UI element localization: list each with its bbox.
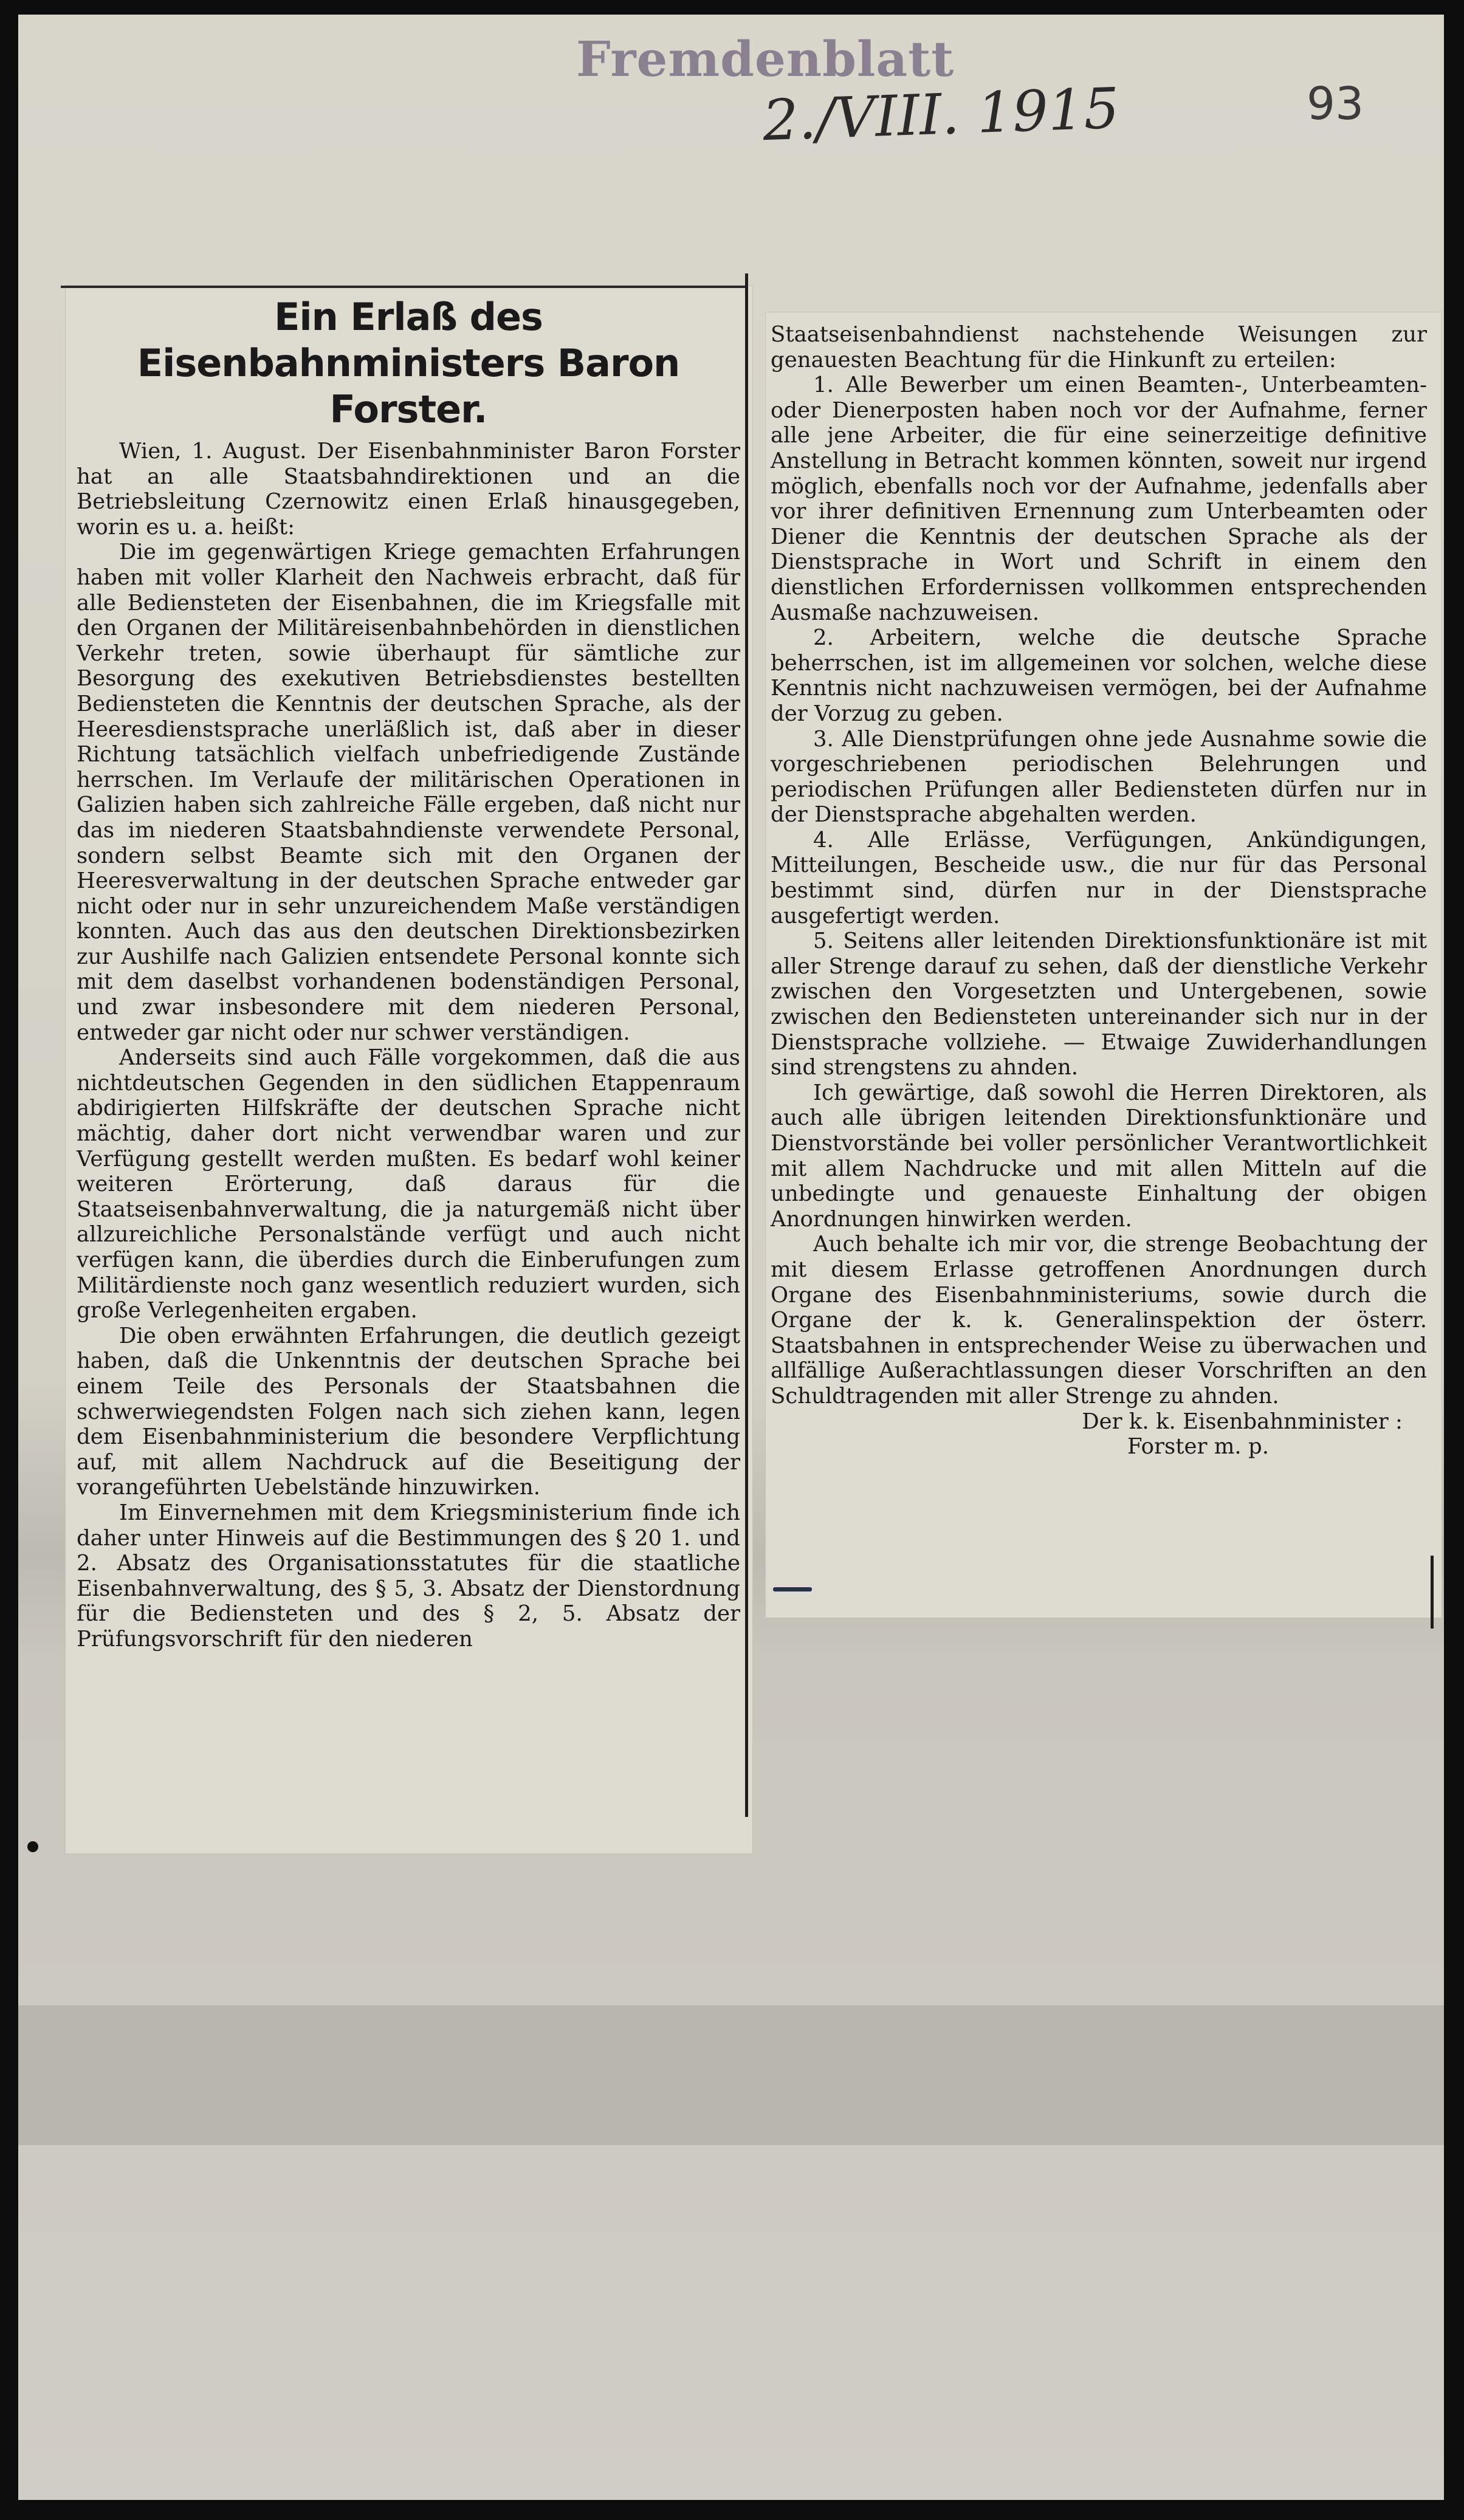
signature-name: Forster m. p.: [1127, 1434, 1269, 1460]
newspaper-stamp: Fremdenblatt: [576, 30, 955, 88]
article-paragraph: Auch behalte ich mir vor, die strenge Beobachtung der mit diesem Erlasse getroffenen Anordnungen durch Organe des Eisenbahnministeriums, sowie durch die Organe der k. k. Generalinspektion der österr. Staatsbahnen in entsprechender Weise zu überwachen und allfällige Außerachtlassungen dieser Vorschriften an den Schuldtragenden mit aller Strenge zu ahnden.: [771, 1232, 1427, 1409]
pen-mark: [773, 1587, 812, 1591]
article-paragraph: 3. Alle Dienstprüfungen ohne jede Ausnahme sowie die vorgeschriebenen periodischen Belehrungen und periodischen Prüfungen aller Bediensteten dürfen nur in der Dienstsprache abgehalten werden.: [771, 726, 1427, 828]
ink-dot: [27, 1841, 38, 1852]
article-paragraph: Im Einvernehmen mit dem Kriegsministerium finde ich daher unter Hinweis auf die Bestimmungen des § 20 1. und 2. Absatz des Organisationsstatutes für die staatliche Eisenbahnverwaltung, des § 5, 3. Absatz der Dienstordnung für die Bediensteten und des § 2, 5. Absatz der Prüfungsvorschrift für den niederen: [77, 1500, 740, 1652]
article-paragraph: Anderseits sind auch Fälle vorgekommen, daß die aus nichtdeutschen Gegenden in den südlichen Etappenraum abdirigierten Hilfskräfte der deutschen Sprache nicht mächtig, daher dort nicht verwendbar waren und zur Verfügung gestellt werden mußten. Es bedarf wohl keiner weiteren Erörterung, daß daraus für die Staatseisenbahnverwaltung, die ja naturgemäß nicht über allzureichliche Personalstände verfügt und auch nicht verfügen kann, die überdies durch die Einberufungen zum Militärdienste noch ganz wesentlich reduziert wurden, sich große Verlegenheiten ergaben.: [77, 1045, 740, 1324]
article-paragraph: Die im gegenwärtigen Kriege gemachten Erfahrungen haben mit voller Klarheit den Nachweis erbracht, daß für alle Bediensteten der Eisenbahnen, die im Kriegsfalle mit den Organen der Militäreisenbahnbehörden in dienstlichen Verkehr treten, sowie überhaupt für sämtliche zur Besorgung des exekutiven Betriebsdienstes bestellten Bediensteten die Kenntnis der deutschen Sprache, als der Heeresdienstsprache unerläßlich ist, daß aber in dieser Richtung tatsächlich vielfach unbefriedigende Zustände herrschen. Im Verlaufe der militärischen Operationen in Galizien haben sich zahlreiche Fälle ergeben, daß nicht nur das im niederen Staatsbahndienste verwendete Personal, sondern selbst Beamte sich mit den Organen der Heeresverwaltung in der deutschen Sprache entweder gar nicht oder nur in sehr unzureichendem Maße verständigen konnten. Auch das aus den deutschen Direktionsbezirken zur Aushilfe nach Galizien entsendete Personal konnte sich mit dem daselbst vorhandenen bodenständigen Personal, und zwar insbesondere mit dem niederen Personal, entweder gar nicht oder nur schwer verständigen.: [77, 540, 740, 1045]
column-divider: [745, 273, 748, 1817]
article-paragraph: 5. Seitens aller leitenden Direktionsfunktionäre ist mit aller Strenge darauf zu sehen, daß der dienstliche Verkehr zwischen den Vorgesetzten und Untergebenen, sowie zwischen den Bediensteten untereinander sich nur in der Dienstsprache vollziehe. — Etwaige Zuwiderhandlungen sind strengstens zu ahnden.: [771, 929, 1427, 1080]
article-paragraph: 2. Arbeitern, welche die deutsche Sprache beherrschen, ist im allgemeinen vor solchen, welche diese Kenntnis nicht nachzuweisen vermögen, bei der Aufnahme der Vorzug zu geben.: [771, 625, 1427, 726]
article-paragraph: Die oben erwähnten Erfahrungen, die deutlich gezeigt haben, daß die Unkenntnis der deutschen Sprache bei einem Teile des Personals der Staatsbahnen die schwerwiegendsten Folgen nach sich ziehen kann, legen dem Eisenbahnministerium die besondere Verpflichtung auf, mit allem Nachdruck auf die Beseitigung der vorangeführten Uebelstände hinzuwirken.: [77, 1323, 740, 1500]
article-paragraph: Wien, 1. August. Der Eisenbahnminister Baron Forster hat an alle Staatsbahndirektionen und an die Betriebsleitung Czernowitz einen Erlaß hinausgegeben, worin es u. a. heißt:: [77, 439, 740, 540]
article-paragraph: Staatseisenbahndienst nachstehende Weisungen zur genauesten Beachtung für die Hinkunft zu erteilen:: [771, 322, 1427, 373]
sheet-shadow-band: [18, 2005, 1444, 2145]
article-paragraph: 4. Alle Erlässe, Verfügungen, Ankündigungen, Mitteilungen, Bescheide usw., die nur für das Personal bestimmt sind, dürfen nur in der Dienstsprache ausgefertigt werden.: [771, 827, 1427, 929]
article-headline: Ein Erlaß des Eisenbahnministers Baron Forster.: [137, 295, 680, 431]
top-rule: [61, 286, 747, 288]
handwritten-archive-number: 93: [1307, 78, 1364, 130]
article-paragraph: Ich gewärtige, daß sowohl die Herren Direktoren, als auch alle übrigen leitenden Direktionsfunktionäre und Dienstvorstände bei voller persönlicher Verantwortlichkeit mit allem Nachdrucke und mit allen Mitteln auf die unbedingte und genaueste Einhaltung der obigen Anordnungen hinwirken werden.: [771, 1080, 1427, 1232]
article-right-column: [771, 322, 1427, 1460]
article-paragraph: 1. Alle Bewerber um einen Beamten-, Unterbeamten- oder Dienerposten haben noch vor der Aufnahme, ferner alle jene Arbeiter, die für eine seinerzeitige definitive Anstellung in Betracht kommen könnten, soweit nur irgend möglich, ebenfalls noch vor der Aufnahme, jedenfalls aber vor ihrer definitiven Ernennung zum Unterbeamten oder Diener die Kenntnis der deutschen Sprache als der Dienstsprache in Wort und Schrift in einem den dienstlichen Erfordernissen vollkommen entsprechenden Ausmaße nachzuweisen.: [771, 373, 1427, 625]
article-left-column: [77, 294, 740, 1652]
handwritten-date: 2./VIII. 1915: [761, 75, 1121, 154]
signature-block: [771, 1409, 1427, 1460]
right-edge-rule: [1431, 1556, 1434, 1629]
signature-title: Der k. k. Eisenbahnminister :: [1082, 1409, 1403, 1434]
